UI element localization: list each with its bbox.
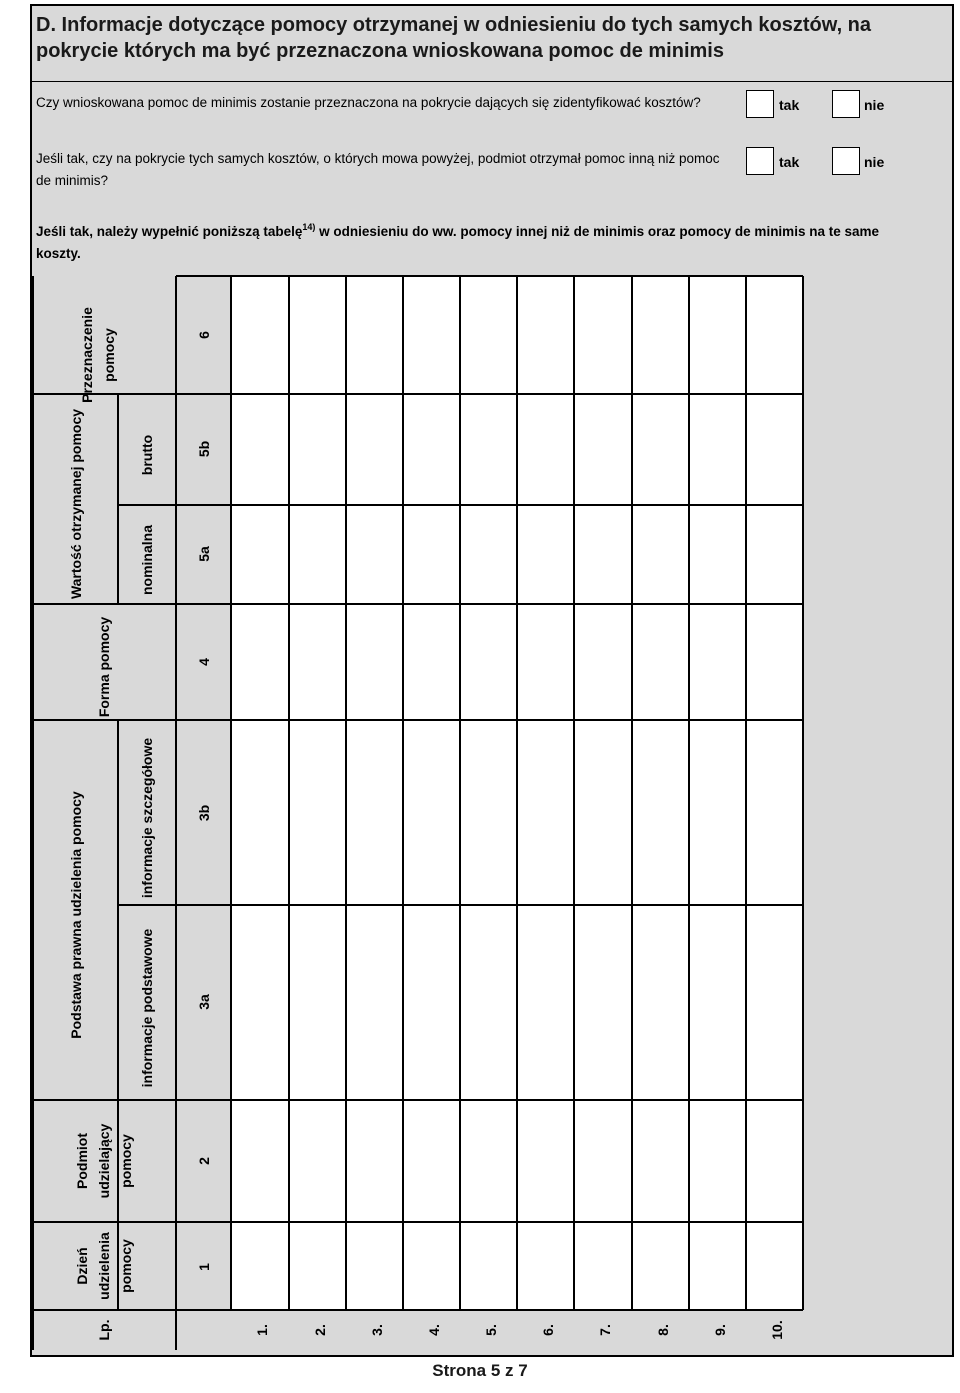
header-wartosc-nominalna: nominalna: [139, 524, 155, 595]
header-podmiot: Podmiot udzielający pomocy: [74, 1123, 134, 1199]
header-przeznaczenie: Przeznaczenie pomocy: [79, 307, 117, 403]
table-grid-line: [230, 276, 232, 1310]
section-divider: [30, 81, 954, 82]
row-number-7: 7.: [597, 1324, 613, 1336]
table-grid-line: [176, 275, 803, 277]
table-instruction: Jeśli tak, należy wypełnić poniższą tabelę$^{14)}$ w odniesieniu do ww. pomocy innej niż de minimis oraz pomocy de minimis na te same koszty.: [36, 222, 879, 261]
table-grid-line: [745, 276, 747, 1310]
row-number-3: 3.: [368, 1324, 385, 1336]
column-number-1: 1: [196, 1263, 212, 1271]
question-2-no-checkbox[interactable]: [832, 147, 860, 175]
column-number-6: 6: [196, 331, 212, 339]
header-wartosc-brutto: brutto: [139, 434, 155, 475]
question-2-yes-label: tak: [779, 154, 800, 170]
row-number-9: 9.: [711, 1324, 728, 1336]
table-grid-line: [32, 276, 34, 394]
row-number-6: 6.: [539, 1324, 556, 1336]
column-number-3a: 3a: [196, 994, 212, 1010]
table-grid-line: [688, 276, 690, 1310]
table-grid-line: [117, 720, 119, 1100]
question-1-yes-label: tak: [779, 97, 800, 113]
table-grid-line: [631, 276, 633, 1310]
table-grid-line: [345, 276, 347, 1310]
column-number-4: 4: [196, 658, 212, 666]
page-number: Strona 5 z 7: [432, 1361, 528, 1380]
question-1-text: Czy wnioskowana pomoc de minimis zostanie przeznaczona na pokrycie dających się zidentyfikować kosztów?: [36, 95, 701, 110]
header-forma: Forma pomocy: [96, 616, 112, 718]
question-2-yes-checkbox[interactable]: [746, 147, 774, 175]
table-grid-line: [32, 1310, 34, 1350]
header-wartosc: Wartość otrzymanej pomocy: [68, 408, 84, 600]
table-grid-line: [175, 276, 177, 1310]
header-podstawa-podstawowe: informacje podstawowe: [139, 928, 155, 1087]
row-number-4: 4.: [425, 1324, 442, 1336]
table-grid-line: [175, 1310, 177, 1350]
table-grid-line: [117, 394, 119, 604]
header-lp: Lp.: [96, 1319, 112, 1341]
row-number-2: 2.: [311, 1324, 328, 1336]
question-1-no-checkbox[interactable]: [832, 90, 860, 118]
table-grid-line: [516, 276, 518, 1310]
question-1-no-label: nie: [864, 97, 885, 113]
table-grid-line: [573, 276, 575, 1310]
row-number-5: 5.: [482, 1324, 499, 1336]
table-grid-line: [802, 276, 804, 1310]
row-number-1: 1.: [254, 1324, 270, 1336]
header-dzien: Dzień udzielenia pomocy: [74, 1232, 134, 1300]
row-number-10: 10.: [768, 1320, 785, 1340]
column-number-5b: 5b: [196, 440, 212, 458]
header-podstawa: Podstawa prawna udzielenia pomocy: [68, 791, 84, 1039]
table-grid-line: [459, 276, 461, 1310]
header-podstawa-szczegolowe: informacje szczegółowe: [139, 737, 155, 898]
question-1-yes-checkbox[interactable]: [746, 90, 774, 118]
table-grid-line: [32, 394, 34, 1310]
table-grid-line: [402, 276, 404, 1310]
column-number-5a: 5a: [196, 546, 212, 562]
row-number-8: 8.: [654, 1324, 671, 1336]
section-title: D. Informacje dotyczące pomocy otrzymanej w odniesieniu do tych samych kosztów, na pokrycie których ma być przeznaczona wnioskowana pomoc de minimis: [36, 14, 872, 62]
column-number-2: 2: [196, 1157, 212, 1165]
column-number-3b: 3b: [196, 804, 212, 822]
question-2-text: Jeśli tak, czy na pokrycie tych samych kosztów, o których mowa powyżej, podmiot otrzymał pomoc inną niż pomoc de minimis?: [36, 151, 720, 188]
footnote-marker: 14): [302, 222, 316, 232]
question-2-no-label: nie: [864, 154, 885, 170]
table-grid-line: [288, 276, 290, 1310]
